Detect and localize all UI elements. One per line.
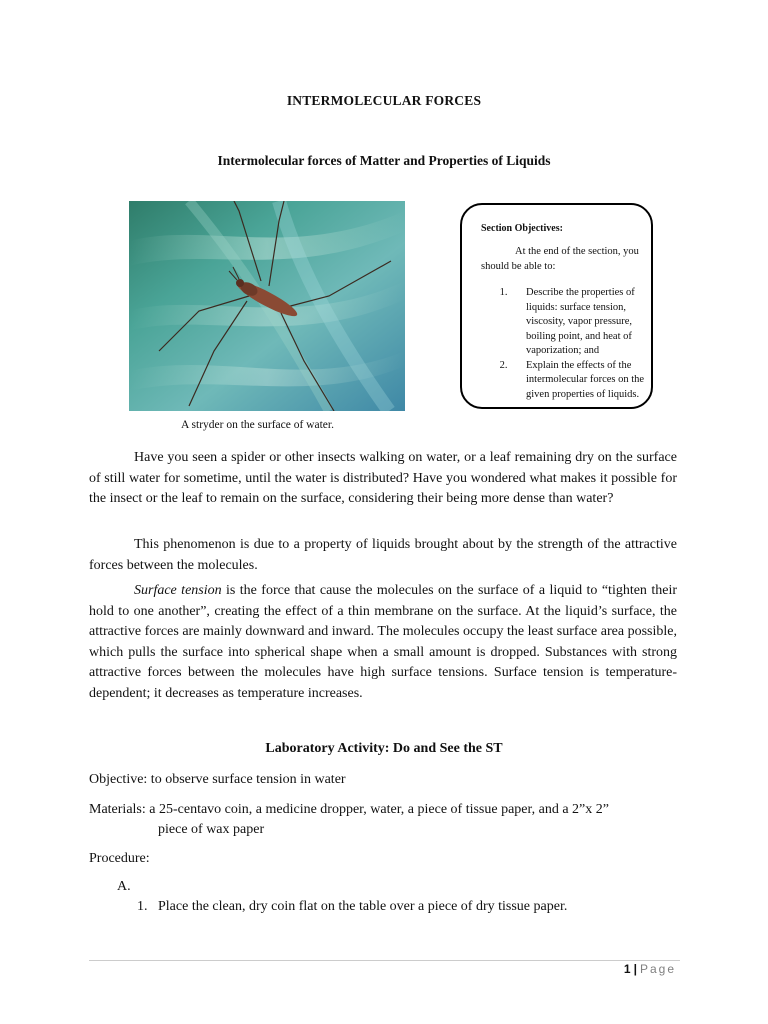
footer-separator: | [633, 962, 637, 976]
page-footer [624, 962, 676, 976]
lab-objective: Objective: to observe surface tension in water [89, 772, 346, 787]
materials-line-1: Materials: a 25-centavo coin, a medicine dropper, water, a piece of tissue paper, and a 2”x 2” [89, 802, 609, 817]
paragraph-surface-tension [89, 581, 677, 704]
objective-item [481, 286, 651, 359]
lab-activity-title: Laboratory Activity: Do and See the ST [265, 741, 503, 756]
step-text: Place the clean, dry coin flat on the table over a piece of dry tissue paper. [158, 899, 568, 914]
water-strider-illustration [129, 201, 405, 411]
objectives-intro [481, 245, 641, 274]
objectives-list [481, 286, 651, 402]
paragraph-intro: Have you seen a spider or other insects walking on water, or a leaf remaining dry on the surface of still water for sometime, until the water is distributed? Have you wondered what makes it possible for the insect or the leaf to remain on the surface, considering their being more dense than water? [89, 450, 677, 506]
objective-item [481, 359, 651, 403]
page-number: 1 [623, 962, 631, 976]
water-strider-photo [129, 201, 405, 411]
image-caption: A stryder on the surface of water. [181, 419, 334, 431]
footer-divider [89, 960, 680, 961]
page-label: Page [639, 962, 676, 976]
section-objectives-box [460, 203, 653, 409]
objective-number: 2. [499, 359, 508, 371]
lab-materials [89, 800, 689, 840]
objective-text: Explain the effects of the intermolecular forces on the given properties of liquids. [526, 359, 645, 400]
materials-line-2: piece of wax paper [158, 822, 265, 837]
objective-number: 1. [499, 287, 508, 298]
step-number: 1. [137, 899, 148, 914]
document-title: INTERMOLECULAR FORCES [286, 93, 482, 108]
paragraph-phenomenon: This phenomenon is due to a property of liquids brought about by the strength of the attractive forces between the molecules. [89, 537, 677, 573]
term-surface-tension: Surface tension [134, 583, 222, 598]
document-subtitle: Intermolecular forces of Matter and Properties of Liquids [217, 153, 551, 168]
procedure-step-1 [137, 899, 567, 915]
objective-text: Describe the properties of liquids: surface tension, viscosity, vapor pressure, boiling point, and heat of vaporization; and [526, 287, 635, 356]
surface-tension-definition: is the force that cause the molecules on the surface of a liquid to “tighten their hold to one another”, creating the effect of a thin membrane on the surface. At the liquid’s surface, the attractive forces are mainly downward and inward. The molecules occupy the least surface area possible, which pulls the surface into spherical shape when a small amount is dropped. Substances with strong attractive forces between the molecules have high surface tensions. Surface tension is temperature-dependent; it decreases as temperature increases. [89, 583, 677, 701]
objectives-intro-text: At the end of the section, you should be able to: [481, 246, 639, 272]
objectives-heading: Section Objectives: [481, 223, 563, 234]
procedure-section-a: A. [117, 879, 131, 894]
lab-procedure-heading: Procedure: [89, 851, 150, 866]
